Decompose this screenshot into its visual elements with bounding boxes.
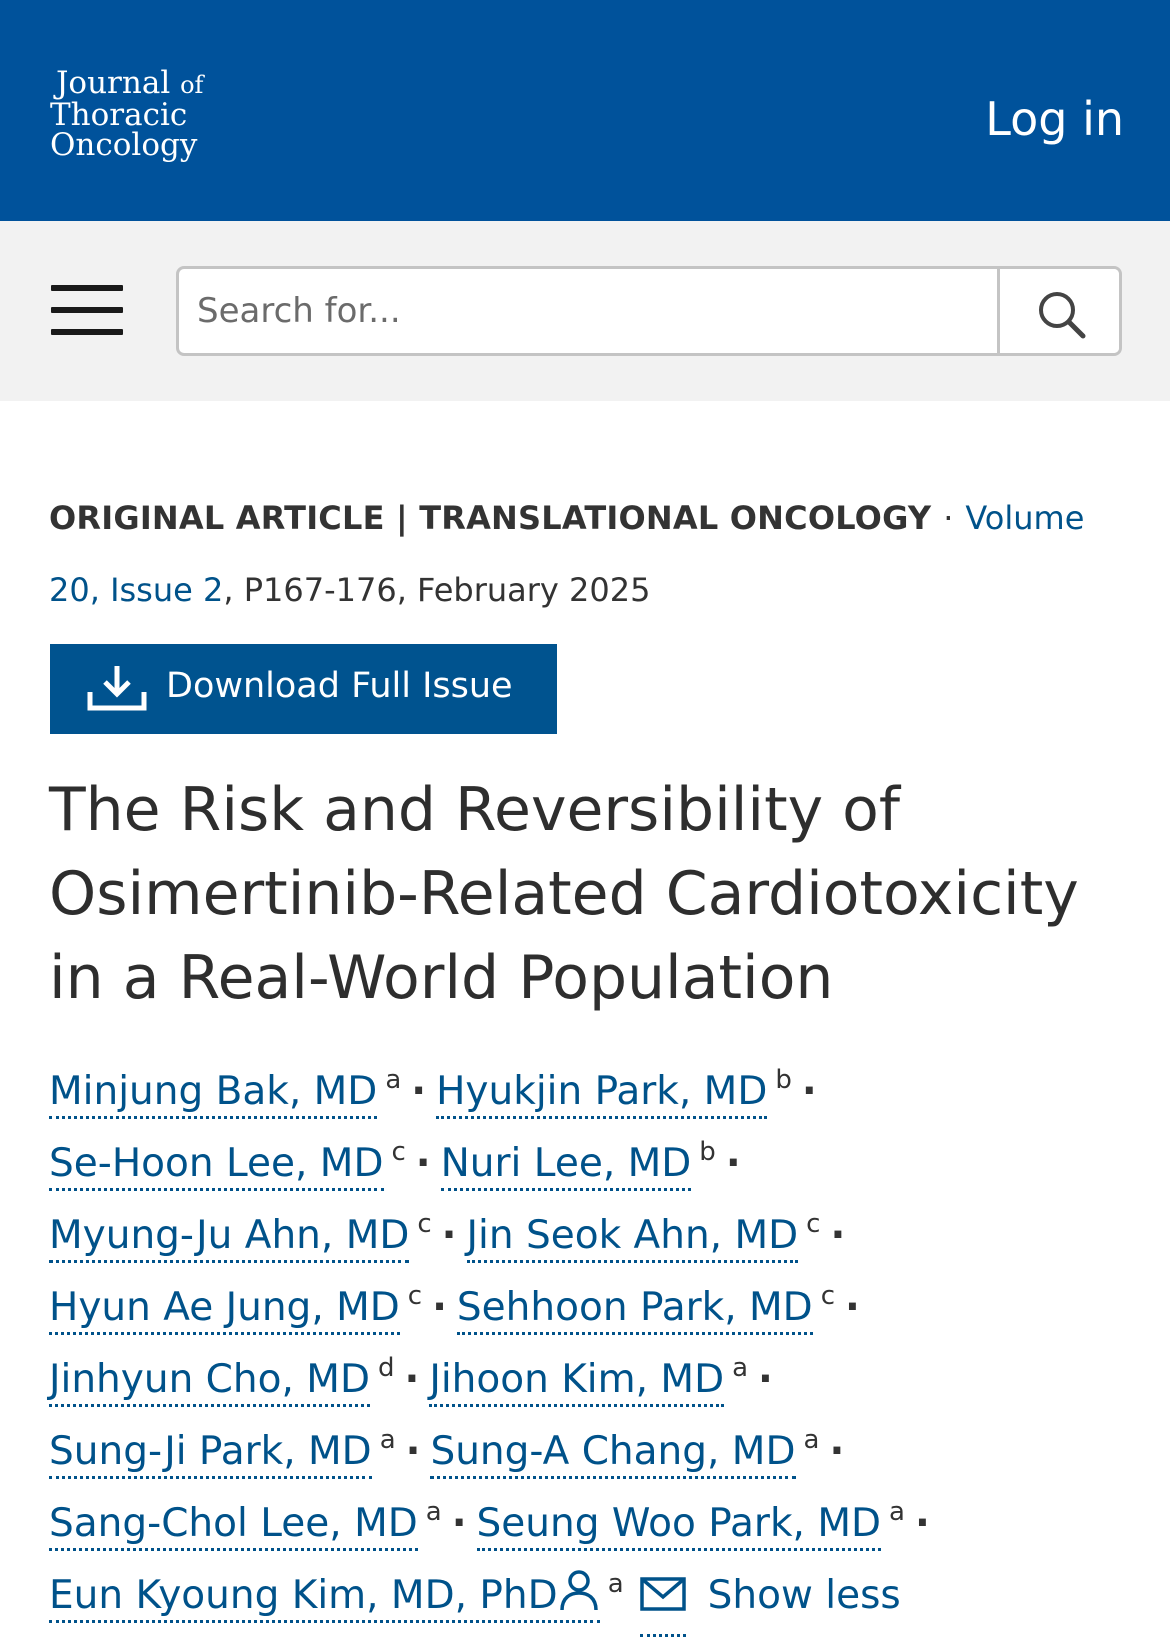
affiliation-mark: a [379,1425,396,1455]
journal-logo[interactable] [50,65,204,163]
author-link[interactable]: Sehhoon Park, MD [457,1285,813,1335]
logo-word-journal: Journal [56,65,171,101]
person-icon [558,1568,600,1612]
download-full-issue-button[interactable] [50,644,557,734]
download-label: Download Full Issue [166,666,513,706]
affiliation-mark: a [803,1425,820,1455]
mail-icon [640,1577,686,1611]
author-separator: · [725,1141,741,1186]
article-type: ORIGINAL ARTICLE | TRANSLATIONAL ONCOLOGY [49,499,932,537]
affiliation-mark: c [806,1209,821,1239]
author-separator: · [829,1429,845,1474]
author-link[interactable]: Hyukjin Park, MD [436,1069,767,1119]
search-button[interactable] [997,269,1119,353]
issue-link[interactable]: Volume 20, Issue 2 [49,499,1085,609]
meta-separator: · [943,499,954,537]
author-separator: · [830,1213,846,1258]
affiliation-mark: a [385,1065,402,1095]
hamburger-menu-icon[interactable] [51,285,123,337]
author-link[interactable]: Nuri Lee, MD [441,1141,692,1191]
author-row [49,1116,1149,1188]
author-link[interactable]: Seung Woo Park, MD [477,1501,882,1551]
author-row [49,1044,1149,1116]
affiliation-mark: a [425,1497,442,1527]
author-separator: · [405,1429,421,1474]
author-link[interactable]: Se-Hoon Lee, MD [49,1141,384,1191]
affiliation-mark: c [391,1137,406,1167]
author-separator: · [451,1501,467,1546]
article-title: The Risk and Reversibility of Osimertinib-Related Cardiotoxicity in a Real-World Population [49,775,1079,1013]
author-link[interactable]: Jinhyun Cho, MD [49,1357,370,1407]
affiliation-mark: d [377,1353,395,1383]
author-row [49,1332,1149,1404]
site-header [0,0,1170,221]
author-separator: · [801,1069,817,1114]
logo-word-oncology: Oncology [50,127,198,163]
author-separator: · [404,1357,420,1402]
author-link[interactable]: Sung-A Chang, MD [430,1429,795,1479]
download-icon [86,664,148,714]
affiliation-mark: a [607,1569,624,1599]
author-link[interactable]: Myung-Ju Ahn, MD [49,1213,409,1263]
author-link[interactable]: Hyun Ae Jung, MD [49,1285,400,1335]
affiliation-mark: c [407,1281,423,1311]
author-separator: · [432,1285,447,1330]
affiliation-mark: b [699,1137,716,1167]
email-link[interactable] [640,1560,686,1637]
search-box [176,266,1122,356]
author-row [49,1404,1149,1476]
author-separator: · [441,1213,457,1258]
affiliation-mark: b [775,1065,792,1095]
affiliation-mark: a [889,1497,905,1527]
author-list [49,1044,1149,1620]
author-name: Eun Kyoung Kim, MD, PhD [49,1573,558,1618]
author-row [49,1476,1149,1548]
logo-word-thoracic: Thoracic [50,97,188,133]
affiliation-mark: c [820,1281,835,1311]
article-meta [49,482,1129,626]
author-link[interactable]: Minjung Bak, MD [49,1069,377,1119]
author-separator: · [845,1285,860,1330]
corresponding-author-link[interactable] [49,1573,600,1623]
logo-word-of: of [180,71,204,99]
search-input[interactable] [179,269,997,353]
author-row [49,1548,1149,1620]
affiliation-mark: c [417,1209,432,1239]
author-separator: · [411,1069,427,1114]
affiliation-mark: a [732,1353,749,1383]
author-row [49,1188,1149,1260]
show-less-link[interactable]: Show less [707,1573,901,1618]
pages-date: , P167-176, February 2025 [223,571,651,609]
author-row [49,1260,1149,1332]
author-separator: · [415,1141,431,1186]
login-link[interactable]: Log in [985,92,1124,146]
author-separator: · [914,1501,930,1546]
author-link[interactable]: Jihoon Kim, MD [429,1357,724,1407]
author-separator: · [758,1357,773,1402]
magnifier-icon [1036,289,1088,339]
author-link[interactable]: Sang-Chol Lee, MD [49,1501,418,1551]
author-link[interactable]: Jin Seok Ahn, MD [467,1213,799,1263]
author-link[interactable]: Sung-Ji Park, MD [49,1429,372,1479]
